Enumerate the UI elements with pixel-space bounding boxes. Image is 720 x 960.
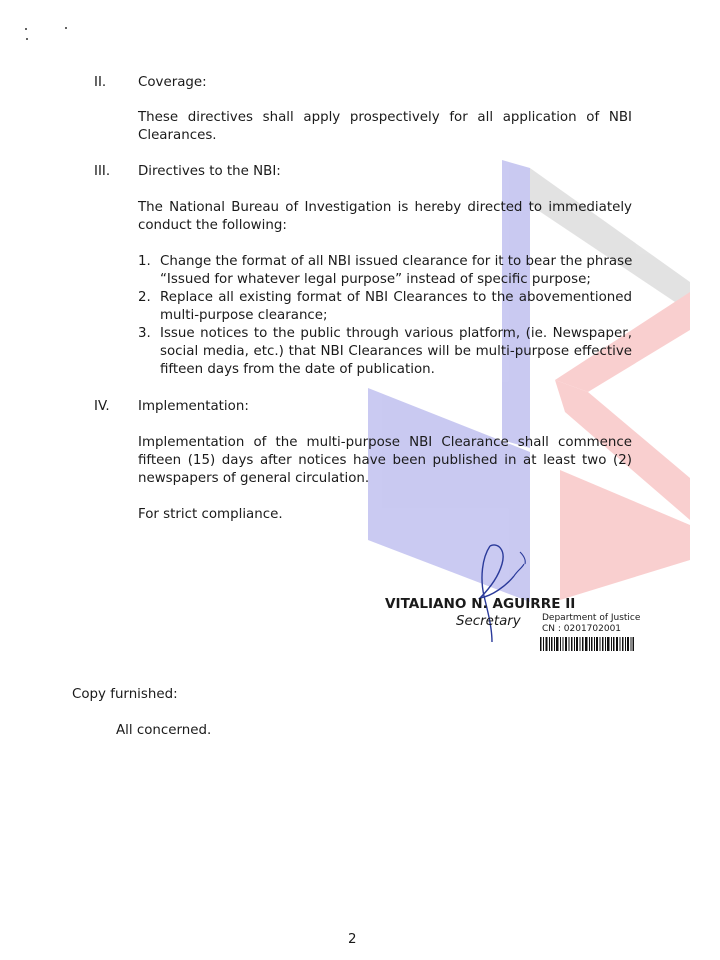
- signatory-title: Secretary: [456, 614, 521, 629]
- paragraph-line: The National Bureau of Investigation is hereby directed to immediately: [138, 200, 632, 215]
- page-number: 2: [348, 932, 357, 947]
- paragraph-line: Clearances.: [138, 128, 217, 143]
- paragraph-line: These directives shall apply prospectively for all application of NBI: [138, 110, 632, 125]
- watermark-red-tail: [560, 470, 690, 600]
- list-item-number: 2.: [138, 290, 151, 305]
- list-item-number: 3.: [138, 326, 151, 341]
- list-item-line: fifteen days from the date of publication.: [160, 362, 435, 377]
- list-item-line: Issue notices to the public through various platform, (ie. Newspaper,: [160, 326, 632, 341]
- paragraph-line: Implementation of the multi-purpose NBI Clearance shall commence: [138, 435, 632, 450]
- section-numeral: IV.: [94, 399, 110, 414]
- closing-line: For strict compliance.: [138, 507, 283, 522]
- list-item-line: multi-purpose clearance;: [160, 308, 328, 323]
- list-item-line: Replace all existing format of NBI Clearances to the abovementioned: [160, 290, 632, 305]
- scan-speck: [25, 28, 27, 30]
- barcode-icon: [540, 637, 634, 651]
- list-item-line: social media, etc.) that NBI Clearances will be multi-purpose effective: [160, 344, 632, 359]
- scan-speck: [65, 27, 67, 29]
- list-item-line: Change the format of all NBI issued clearance for it to bear the phrase: [160, 254, 633, 269]
- stamp-control-number: CN : 0201702001: [542, 624, 622, 634]
- signatory-name: VITALIANO N. AGUIRRE II: [385, 596, 576, 612]
- paragraph-line: newspapers of general circulation.: [138, 471, 370, 486]
- section-heading-implementation: Implementation:: [138, 399, 249, 414]
- copy-furnished-recipient: All concerned.: [116, 723, 212, 738]
- list-item-line: “Issued for whatever legal purpose” instead of specific purpose;: [160, 272, 591, 287]
- copy-furnished-label: Copy furnished:: [72, 687, 178, 702]
- paragraph-line: conduct the following:: [138, 218, 287, 233]
- handwritten-signature: [462, 538, 542, 648]
- scan-speck: [26, 38, 28, 40]
- paragraph-line: fifteen (15) days after notices have been published in at least two (2): [138, 453, 632, 468]
- section-numeral: III.: [94, 164, 111, 179]
- section-numeral: II.: [94, 75, 107, 90]
- list-item-number: 1.: [138, 254, 151, 269]
- section-heading-coverage: Coverage:: [138, 75, 207, 90]
- stamp-department: Department of Justice: [542, 613, 641, 623]
- section-heading-directives: Directives to the NBI:: [138, 164, 281, 179]
